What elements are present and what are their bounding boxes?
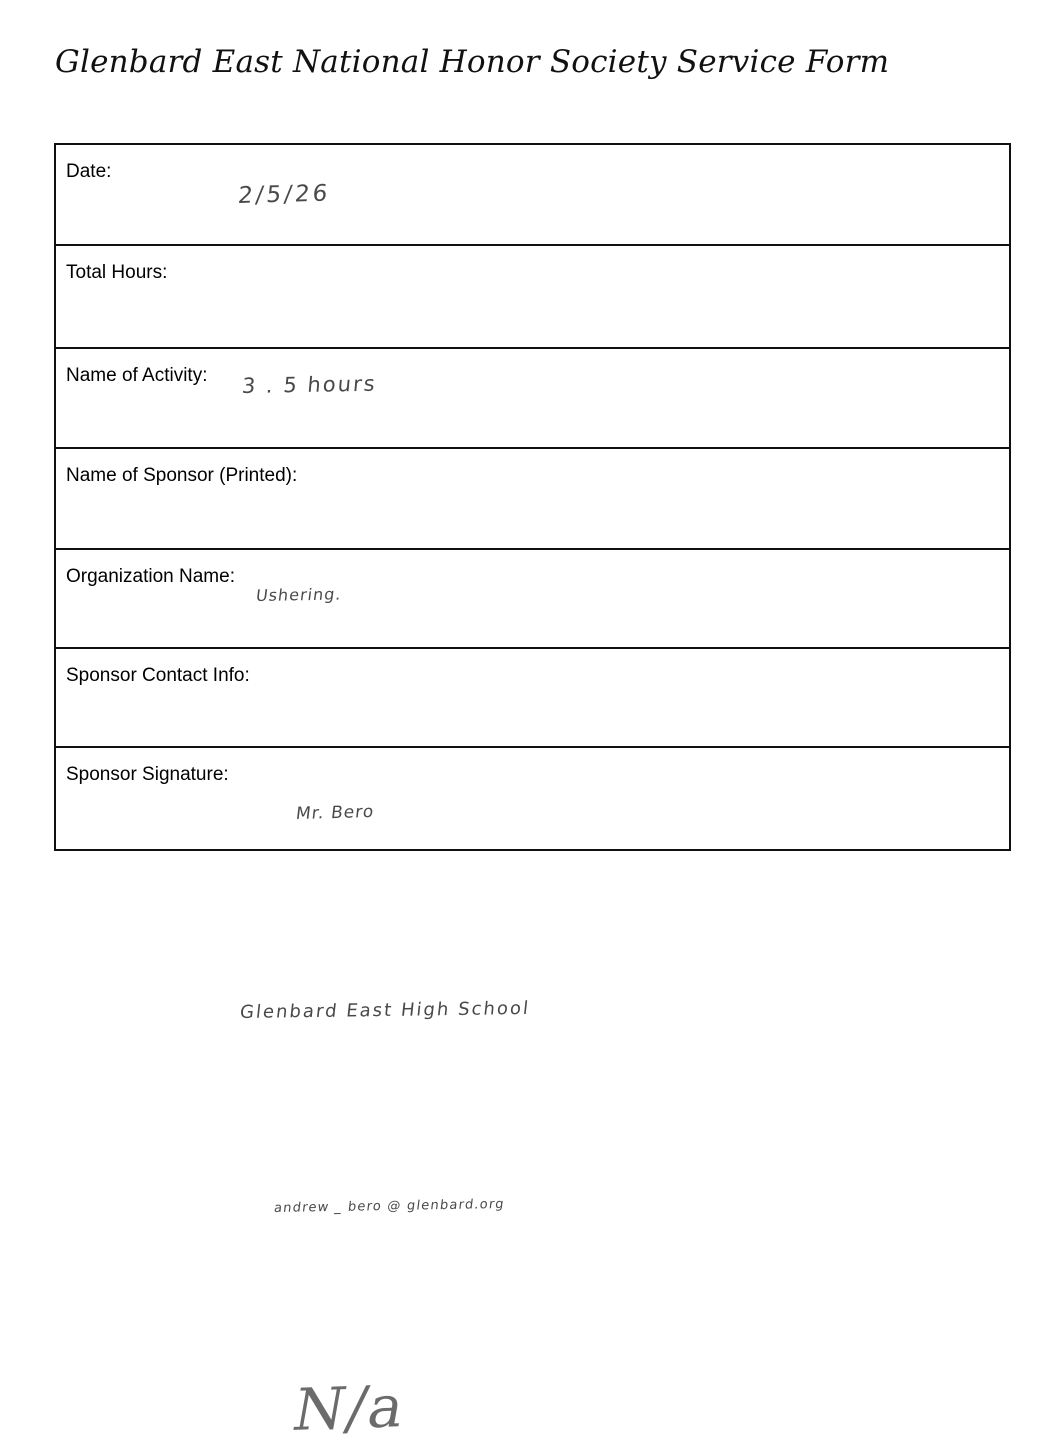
- field-label-sponsor-signature: Sponsor Signature:: [66, 764, 229, 785]
- field-label-name-of-sponsor: Name of Sponsor (Printed):: [66, 465, 298, 486]
- field-value-total-hours[interactable]: 3 . 5 hours: [240, 371, 378, 398]
- service-form-table: [54, 143, 1011, 1444]
- field-value-organization-name[interactable]: Glenbard East High School: [238, 997, 532, 1023]
- field-label-sponsor-contact-info: Sponsor Contact Info:: [66, 665, 250, 686]
- field-value-sponsor-contact-info[interactable]: andrew _ bero @ glenbard.org: [273, 1196, 506, 1216]
- field-value-date[interactable]: 2/5/26: [236, 180, 332, 209]
- table-row-date: [56, 145, 1009, 246]
- field-value-name-of-activity[interactable]: Ushering.: [254, 584, 343, 605]
- field-value-name-of-sponsor[interactable]: Mr. Bero: [294, 801, 376, 824]
- field-label-total-hours: Total Hours:: [66, 262, 168, 283]
- field-value-sponsor-signature[interactable]: N/a: [287, 1372, 412, 1444]
- field-label-organization-name: Organization Name:: [66, 566, 235, 587]
- page-title: Glenbard East National Honor Society Service Form: [55, 44, 890, 80]
- field-label-date: Date:: [66, 161, 112, 182]
- field-label-name-of-activity: Name of Activity:: [66, 365, 208, 386]
